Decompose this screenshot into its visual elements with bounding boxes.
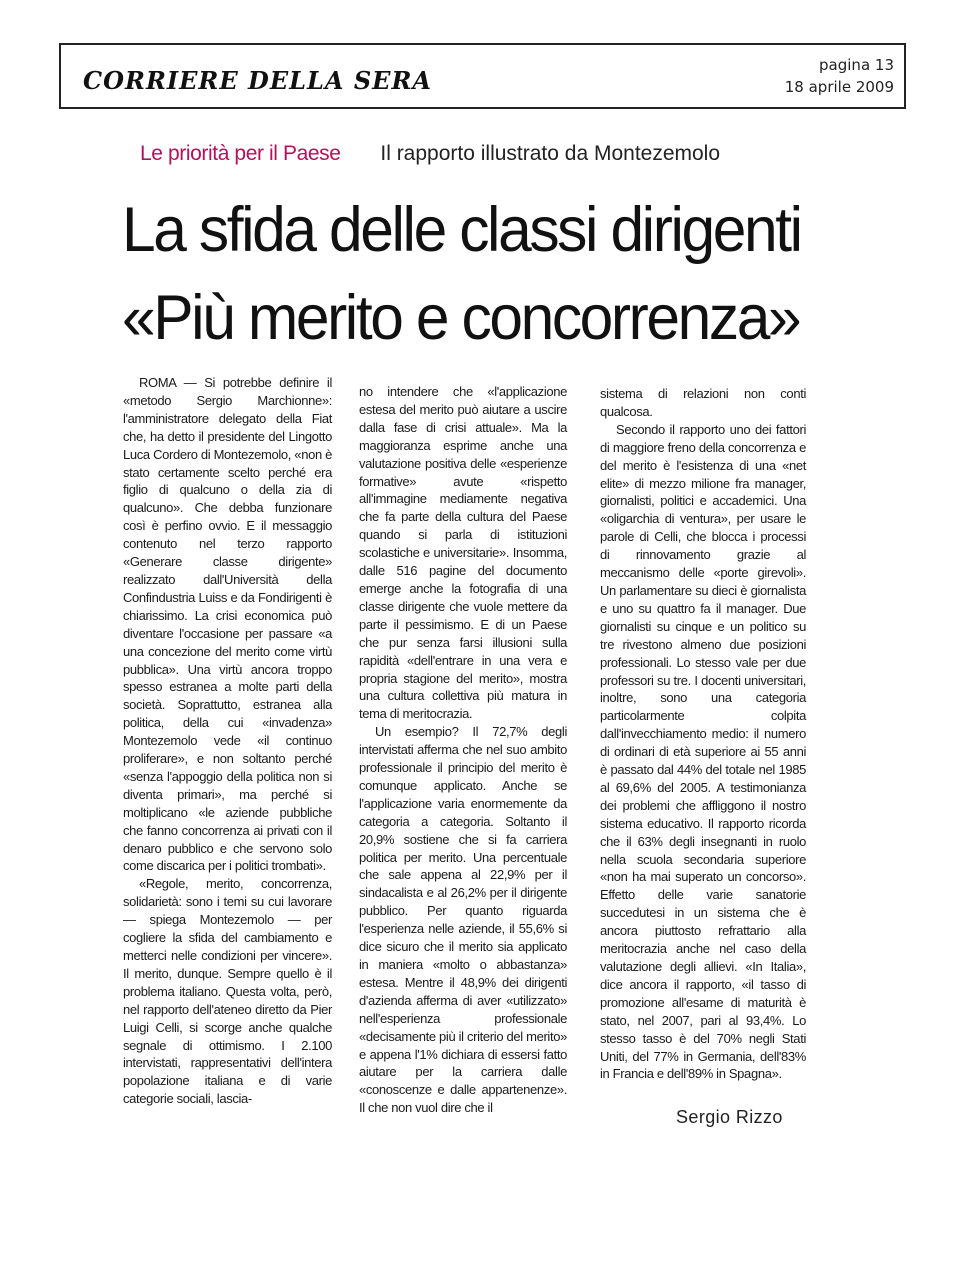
page-number: pagina 13 bbox=[819, 56, 894, 74]
article-paragraph: no intendere che «l'applicazione estesa del merito può aiutare a uscire dalla fase di crisi attuale». Ma la maggioranza esprime anche una valutazione positiva delle «esperienze formative» avute «rispetto all'immagine mediamente negativa che fa parte della cultura del Paese quando si parla di istituzioni scolastiche e universitarie». Insomma, dalle 516 pagine del documento emerge anche la fotografia di una classe dirigente che vuole mettere da parte il pessimismo. E di un Paese che pur senza farsi illusioni sulla rapidità «dell'entrare in una vera e propria stagione del merito», mostra una cultura collettiva più matura in tema di meritocrazia. bbox=[359, 384, 567, 722]
byline: Sergio Rizzo bbox=[676, 1107, 783, 1127]
headline-line-1: La sfida delle classi dirigenti bbox=[122, 195, 801, 265]
article-paragraph: «Regole, merito, concorrenza, solidarietà: sono i temi su cui lavorare — spiega Montezemolo — per cogliere la sfida del cambiamento e metterci nelle condizioni per vincere». Il merito, dunque. Sempre quello è il problema italiano. Questa volta, però, nel rapporto dell'ateneo diretto da Pier Luigi Celli, si scorge anche qualche segnale di ottimismo. I 2.100 intervistati, rappresentativi dell'intera popolazione italiana e di varie categorie sociali, lascia- bbox=[123, 876, 332, 1107]
headline bbox=[122, 186, 890, 362]
article-column-1 bbox=[123, 374, 332, 1108]
newspaper-logo: CORRIERE DELLA SERA bbox=[83, 66, 433, 95]
kicker bbox=[140, 142, 720, 166]
headline-line-2: «Più merito e concorrenza» bbox=[122, 283, 800, 353]
masthead bbox=[59, 43, 906, 109]
page-meta bbox=[785, 54, 894, 98]
publication-date: 18 aprile 2009 bbox=[784, 78, 894, 96]
article-column-2 bbox=[359, 383, 567, 1117]
kicker-subtitle: Il rapporto illustrato da Montezemolo bbox=[380, 142, 721, 165]
article-paragraph: sistema di relazioni non conti qualcosa. bbox=[600, 386, 806, 419]
article-column-3 bbox=[600, 385, 806, 1083]
section-category: Le priorità per il Paese bbox=[140, 142, 341, 165]
article-paragraph: Un esempio? Il 72,7% degli intervistati afferma che nel suo ambito professionale il principio del merito è comunque applicato. Anche se l'applicazione varia enormemente da categoria a categoria. Soltanto il 20,9% sostiene che si fa carriera politica per merito. Una percentuale che sale appena al 22,9% per il sindacalista e al 26,2% per il dirigente pubblico. Per quanto riguarda l'esperienza nelle aziende, il 55,6% si dice sicuro che il merito sia applicato in maniera «molto o abbastanza» estesa. Mentre il 48,9% dei dirigenti d'azienda afferma di aver «utilizzato» nell'esperienza professionale «decisamente più il criterio del merito» e appena l'1% dichiara di essersi fatto aiutare per la carriera dalle «conoscenze e dalle appartenenze». Il che non vuol dire che il bbox=[359, 724, 567, 1116]
article-paragraph: ROMA — Si potrebbe definire il «metodo Sergio Marchionne»: l'amministratore delegato della Fiat che, ha detto il presidente del Lingotto Luca Cordero di Montezemolo, «non è stato certamente scelto perché era figlio di qualcuno o della zia di qualcuno». Che debba funzionare così è perfino ovvio. E il messaggio contenuto nel terzo rapporto «Generare classe dirigente» realizzato dall'Università della Confindustria Luiss e da Fondirigenti è chiarissimo. La crisi economica può diventare l'occasione per passare «a una concezione del merito come virtù pubblica». Una virtù ancora troppo spesso estranea a molte parti della società. Soprattutto, estranea alla politica, della cui «invadenza» Montezemolo vede «il continuo proliferare», e non soltanto perché «senza l'appoggio della politica non si diventa primari», ma perché si moltiplicano «le aziende pubbliche che fanno concorrenza ai privati con il denaro pubblico e che servono solo come discarica per i politici trombati». bbox=[123, 375, 332, 874]
article-paragraph: Secondo il rapporto uno dei fattori di maggiore freno della concorrenza e del merito è l'esistenza di una «net elite» di mezzo milione fra manager, giornalisti, politici e accademici. Una «oligarchia di ventura», per usare le parole di Celli, che blocca i processi di rinnovamento grazie al meccanismo delle «porte girevoli». Un parlamentare su dieci è giornalista e uno su quattro fa il manager. Due giornalisti su cinque e un politico su tre rivestono almeno due posizioni professionali. Lo stesso vale per due professori su tre. I docenti universitari, inoltre, sono una categoria particolarmente colpita dall'invecchiamento medio: il numero di ordinari di età superiore ai 55 anni è passato dal 44% del totale nel 1985 al 69,6% del 2005. A testimonianza dei problemi che affliggono il nostro sistema educativo. Il rapporto ricorda che il 63% degli insegnanti in ruolo nella scuola secondaria superiore «non ha mai superato un concorso». Effetto delle varie sanatorie succedutesi in un sistema che è ancora piuttosto refrattario alla meritocrazia anche nel caso della valutazione degli allievi. «In Italia», dice ancora il rapporto, «il tasso di promozione all'esame di maturità è stato, nel 2007, pari al 93,4%. Lo stesso tasso è del 70% negli Stati Uniti, del 77% in Germania, dell'83% in Francia e dell'89% in Spagna». bbox=[600, 421, 806, 1082]
